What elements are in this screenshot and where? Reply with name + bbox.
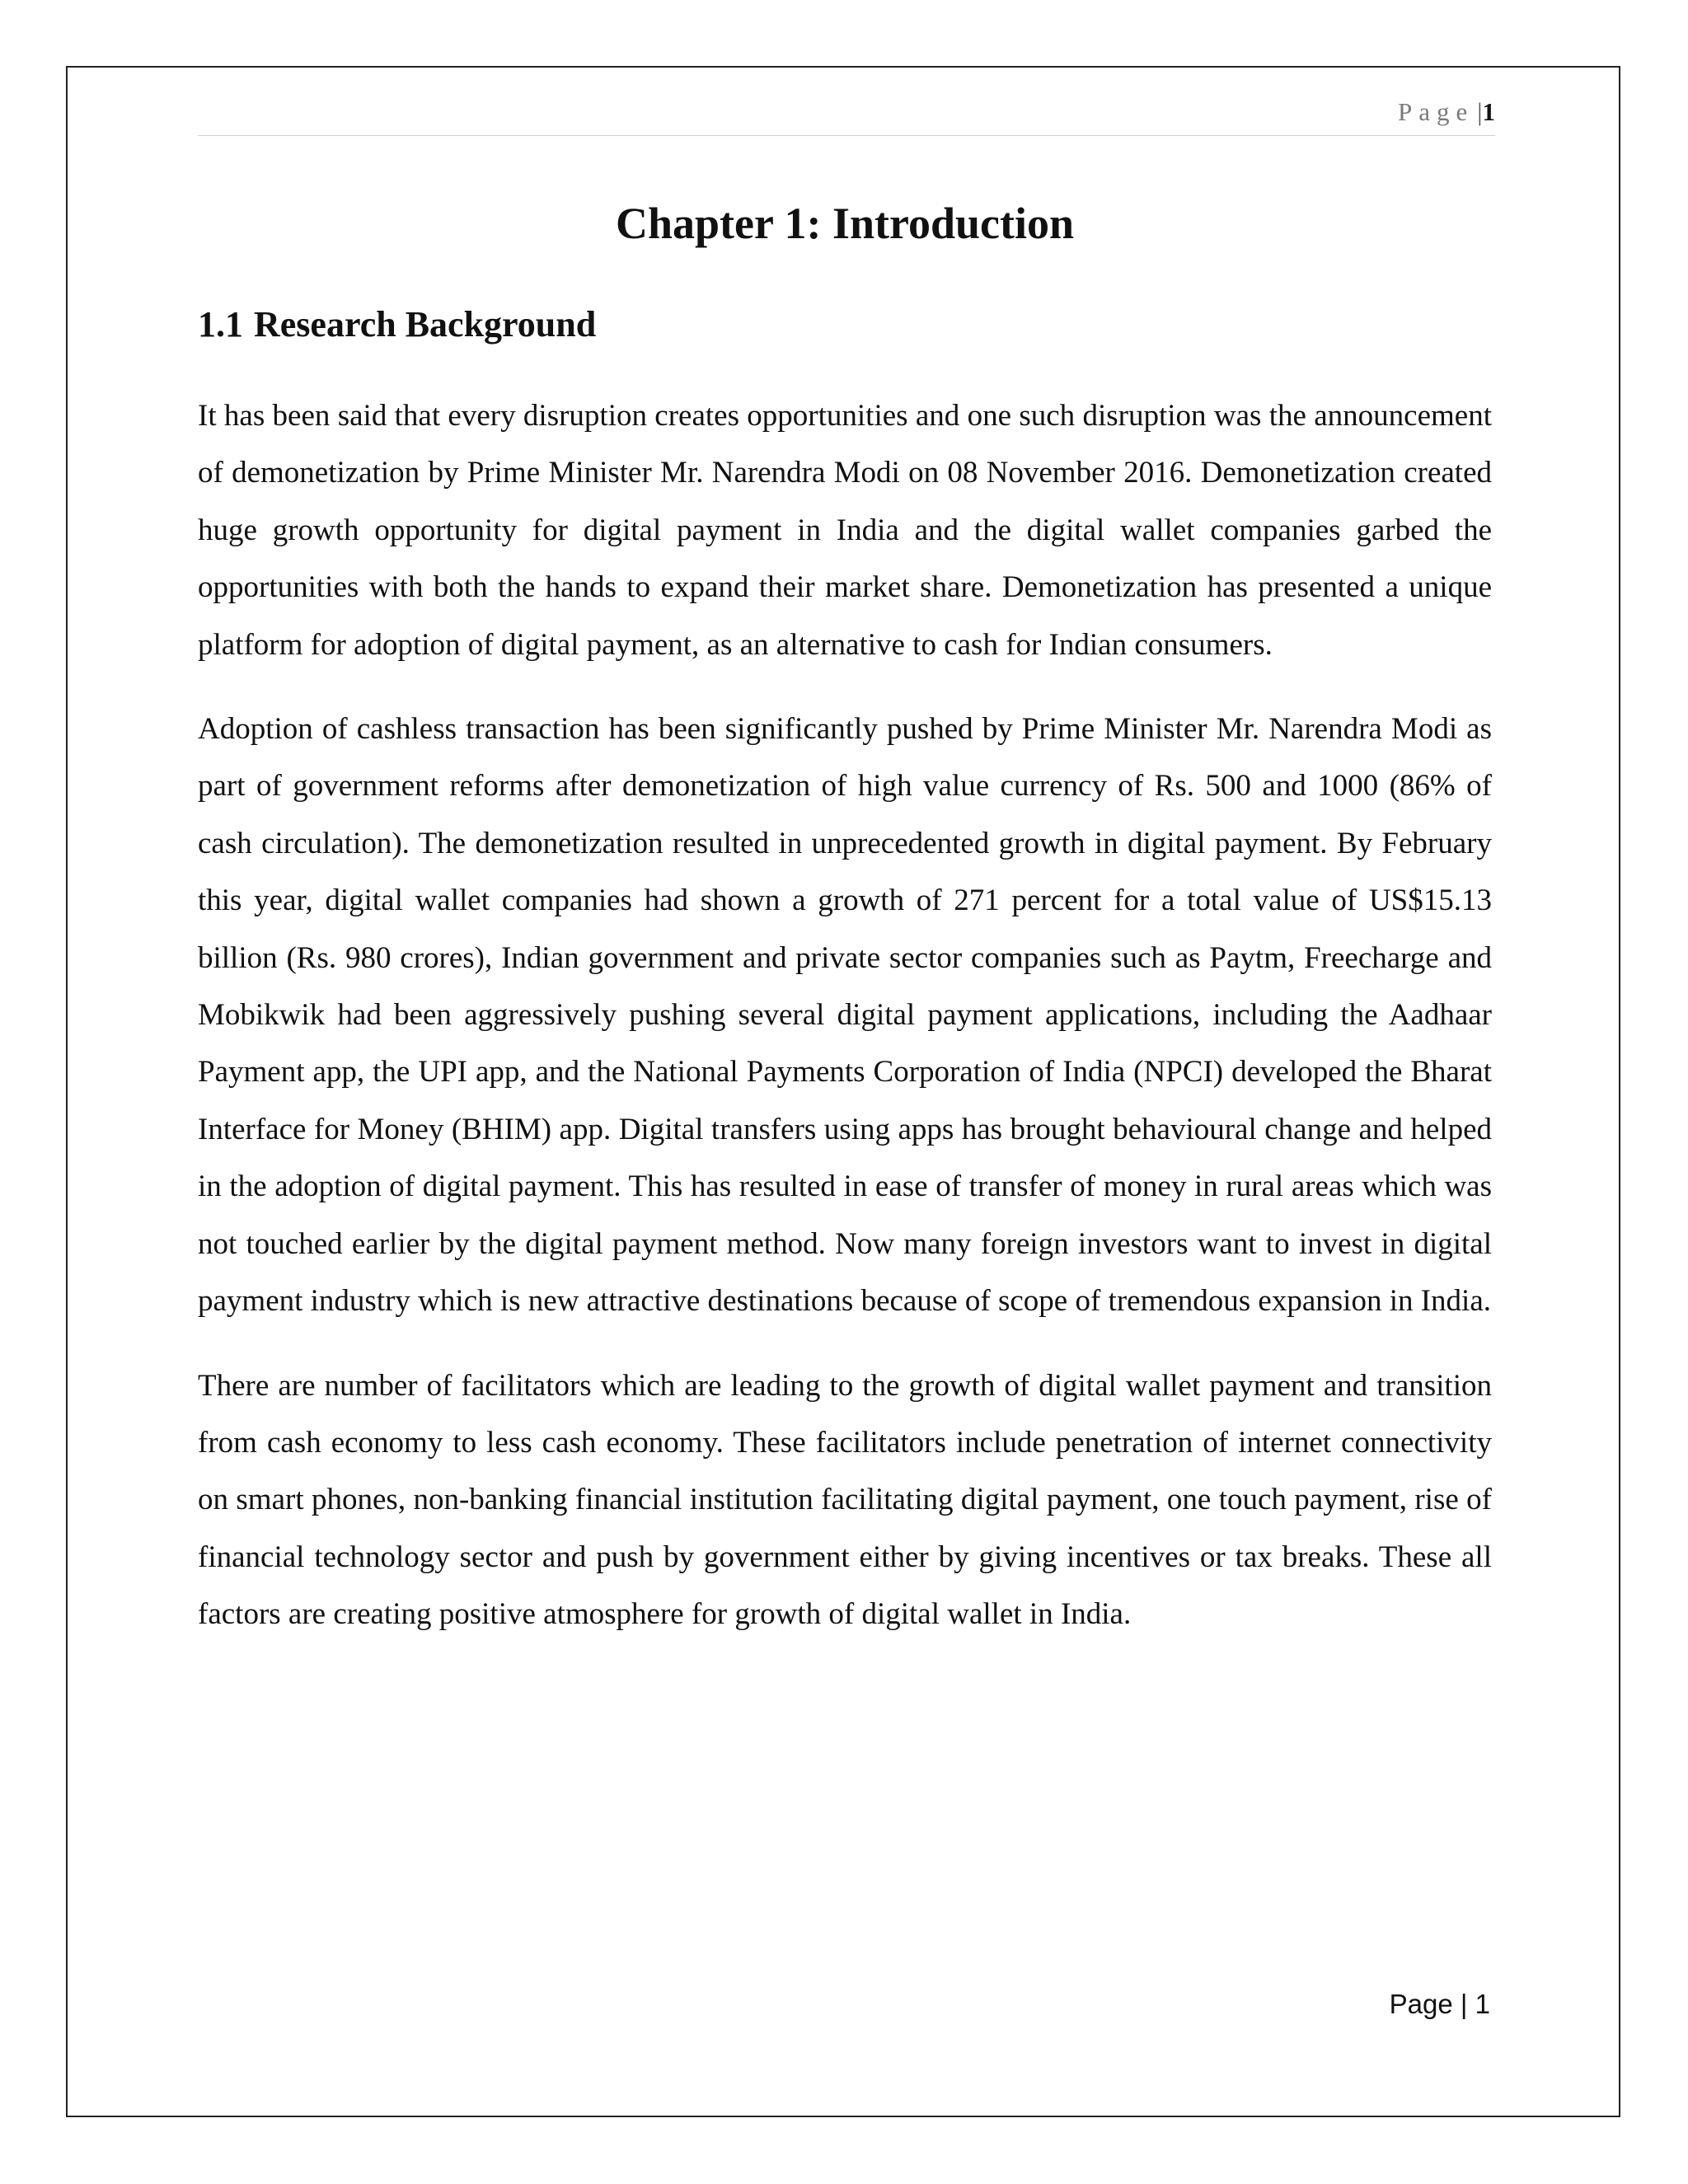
body-text bbox=[198, 387, 1492, 1671]
paragraph-1: It has been said that every disruption creates opportunities and one such disruption was the announcement of demonetization by Prime Minister Mr. Narendra Modi on 08 November 2016. Demonetization created huge growth opportunity for digital payment in India and the digital wallet companies garbed the opportunities with both the hands to expand their market share. Demonetization has presented a unique platform for adoption of digital payment, as an alternative to cash for Indian consumers. bbox=[198, 399, 1492, 662]
section-number: 1.1 bbox=[198, 304, 243, 344]
page-footer: Page | 1 bbox=[1389, 1989, 1490, 2019]
paragraph-2: Adoption of cashless transaction has been significantly pushed by Prime Minister Mr. Narendra Modi as part of government reforms after demonetization of high value currency of Rs. 500 and 1000 (86% of cash circulation). The demonetization resulted in unprecedented growth in digital payment. By February this year, digital wallet companies had shown a growth of 271 percent for a total value of US$15.13 billion (Rs. 980 crores), Indian government and private sector companies such as Paytm, Freecharge and Mobikwik had been aggressively pushing several digital payment applications, including the Aadhaar Payment app, the UPI app, and the National Payments Corporation of India (NPCI) developed the Bharat Interface for Money (BHIM) app. Digital transfers using apps has brought behavioural change and helped in the adoption of digital payment. This has resulted in ease of transfer of money in rural areas which was not touched earlier by the digital payment method. Now many foreign investors want to invest in digital payment industry which is new attractive destinations because of scope of tremendous expansion in India. bbox=[198, 712, 1492, 1319]
section-title: Research Background bbox=[254, 304, 597, 344]
header-page-label: Page bbox=[1398, 97, 1475, 126]
header-page-number: 1 bbox=[1482, 97, 1495, 126]
header-separator: | bbox=[1477, 97, 1483, 126]
paragraph-3: There are number of facilitators which are leading to the growth of digital wallet payment and transition from cash economy to less cash economy. These facilitators include penetration of internet connectivity on smart phones, non-banking financial institution facilitating digital payment, one touch payment, rise of financial technology sector and push by government either by giving incentives or tax breaks. These all factors are creating positive atmosphere for growth of digital wallet in India. bbox=[198, 1368, 1492, 1632]
chapter-title: Chapter 1: Introduction bbox=[615, 199, 1075, 248]
page-header bbox=[198, 97, 1495, 136]
section-heading bbox=[198, 303, 596, 345]
